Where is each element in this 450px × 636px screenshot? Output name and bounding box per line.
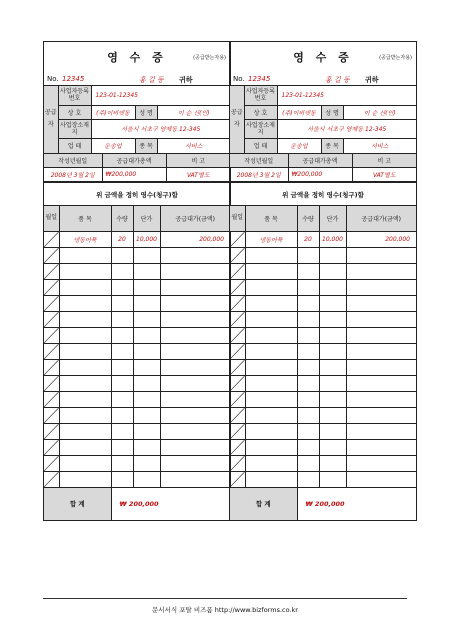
biz-item-value: 서비스 <box>157 138 230 153</box>
amount-header: 공급대가총액 <box>288 154 352 168</box>
date-cell-slashed <box>44 343 59 359</box>
empty-cell <box>297 439 319 455</box>
owner-name: 이 순 신(인) <box>157 105 230 119</box>
empty-item-row <box>230 423 416 439</box>
empty-cell <box>59 311 111 327</box>
empty-item-row <box>44 279 230 295</box>
empty-item-row <box>230 407 416 423</box>
date-cell-slashed <box>230 439 245 455</box>
empty-item-row <box>230 311 416 327</box>
empty-item-row <box>230 455 416 471</box>
date-cell-slashed <box>44 295 59 311</box>
empty-cell <box>59 295 111 311</box>
receipt-subtitle: (공급받는자용) <box>193 55 226 61</box>
date-cell-slashed <box>230 359 245 375</box>
date-cell-slashed <box>230 311 245 327</box>
empty-cell <box>59 327 111 343</box>
empty-cell <box>59 471 111 487</box>
date-cell-slashed <box>230 327 245 343</box>
empty-item-row <box>230 247 416 263</box>
empty-cell <box>111 279 133 295</box>
empty-item-row <box>230 279 416 295</box>
item-qty: 20 <box>297 231 319 247</box>
empty-cell <box>133 343 160 359</box>
empty-item-row <box>44 343 230 359</box>
empty-cell <box>245 279 297 295</box>
col-price: 단가 <box>133 206 160 231</box>
empty-cell <box>319 375 346 391</box>
recipient-row <box>230 72 416 86</box>
date-cell-slashed <box>230 391 245 407</box>
empty-cell <box>319 247 346 263</box>
total-amount: ₩200,000 <box>102 168 166 182</box>
col-qty: 수량 <box>297 206 319 231</box>
col-item: 품 목 <box>59 206 111 231</box>
empty-item-row <box>44 247 230 263</box>
empty-cell <box>59 375 111 391</box>
empty-cell <box>111 439 133 455</box>
empty-cell <box>160 375 230 391</box>
issue-date: 2008년 3월 2일 <box>44 168 102 182</box>
empty-cell <box>59 439 111 455</box>
supplier-table <box>44 86 230 154</box>
date-cell-slashed <box>230 407 245 423</box>
receipt-right <box>229 41 417 521</box>
empty-item-row <box>230 343 416 359</box>
empty-cell <box>319 407 346 423</box>
date-cell-slashed <box>230 231 245 247</box>
note-value: VAT별도 <box>352 168 416 182</box>
empty-item-row <box>230 295 416 311</box>
empty-cell <box>346 359 416 375</box>
empty-item-row <box>44 423 230 439</box>
empty-cell <box>160 311 230 327</box>
biz-type-label: 업 태 <box>58 138 91 153</box>
empty-cell <box>160 455 230 471</box>
empty-cell <box>297 359 319 375</box>
empty-cell <box>346 263 416 279</box>
date-cell-slashed <box>44 263 59 279</box>
item-total: 200,000 <box>160 231 230 247</box>
empty-cell <box>111 311 133 327</box>
empty-cell <box>111 327 133 343</box>
empty-cell <box>59 407 111 423</box>
recipient-name: 홍 길 동 <box>325 76 350 84</box>
item-name: 냉동어묵 <box>245 231 297 247</box>
empty-cell <box>111 375 133 391</box>
empty-cell <box>319 455 346 471</box>
empty-cell <box>160 327 230 343</box>
receipt-message: 위 금액을 정히 영수(청구)함 <box>44 182 230 206</box>
col-date: 월일 <box>230 206 245 231</box>
reg-label: 사업자등록번호 <box>58 86 91 105</box>
empty-cell <box>133 311 160 327</box>
empty-item-row <box>230 263 416 279</box>
empty-cell <box>297 279 319 295</box>
honorific: 귀하 <box>365 76 379 84</box>
empty-cell <box>319 359 346 375</box>
col-item: 품 목 <box>245 206 297 231</box>
empty-cell <box>319 327 346 343</box>
empty-cell <box>59 247 111 263</box>
empty-cell <box>297 423 319 439</box>
date-cell-slashed <box>230 295 245 311</box>
issue-date: 2008년 3월 2일 <box>230 168 288 182</box>
col-qty: 수량 <box>111 206 133 231</box>
empty-cell <box>111 391 133 407</box>
company-name: (주)이비넷동 <box>91 105 135 119</box>
empty-cell <box>133 391 160 407</box>
empty-cell <box>346 343 416 359</box>
empty-cell <box>297 247 319 263</box>
biz-type-label: 업 태 <box>244 138 277 153</box>
date-cell-slashed <box>44 439 59 455</box>
empty-cell <box>346 471 416 487</box>
total-label: 합 계 <box>230 488 297 520</box>
empty-cell <box>346 311 416 327</box>
recipient-name: 홍 길 동 <box>139 76 164 84</box>
empty-cell <box>111 471 133 487</box>
empty-cell <box>59 359 111 375</box>
item-name: 냉동어묵 <box>59 231 111 247</box>
col-total: 공급대가(금액) <box>160 206 230 231</box>
empty-item-row <box>230 391 416 407</box>
date-header: 작성년월일 <box>44 154 102 168</box>
empty-cell <box>245 295 297 311</box>
empty-cell <box>245 311 297 327</box>
reg-number: 123-01-12345 <box>91 86 230 105</box>
empty-cell <box>297 407 319 423</box>
items-table-left <box>44 206 230 488</box>
date-cell-slashed <box>44 311 59 327</box>
empty-cell <box>346 295 416 311</box>
company-name: (주)이비넷동 <box>277 105 321 119</box>
empty-cell <box>297 471 319 487</box>
date-table <box>44 154 230 183</box>
item-row <box>230 231 416 247</box>
empty-cell <box>245 439 297 455</box>
empty-cell <box>133 375 160 391</box>
empty-cell <box>319 439 346 455</box>
receipt-left <box>43 41 231 521</box>
empty-cell <box>346 439 416 455</box>
empty-cell <box>346 407 416 423</box>
total-table <box>44 488 230 520</box>
empty-cell <box>59 423 111 439</box>
empty-cell <box>319 391 346 407</box>
date-cell-slashed <box>230 471 245 487</box>
empty-cell <box>133 295 160 311</box>
empty-cell <box>245 423 297 439</box>
empty-cell <box>319 263 346 279</box>
empty-cell <box>111 343 133 359</box>
col-total: 공급대가(금액) <box>346 206 416 231</box>
empty-cell <box>297 343 319 359</box>
empty-cell <box>111 263 133 279</box>
receipt-title: 영 수 증 <box>293 51 353 64</box>
date-cell-slashed <box>44 327 59 343</box>
empty-item-row <box>230 327 416 343</box>
empty-cell <box>160 423 230 439</box>
empty-item-row <box>44 295 230 311</box>
empty-cell <box>133 327 160 343</box>
empty-cell <box>160 407 230 423</box>
empty-cell <box>346 279 416 295</box>
empty-cell <box>346 455 416 471</box>
date-cell-slashed <box>44 391 59 407</box>
total-value: ₩ 200,000 <box>297 488 416 520</box>
date-cell-slashed <box>230 247 245 263</box>
empty-cell <box>133 455 160 471</box>
empty-item-row <box>44 263 230 279</box>
note-header: 비 고 <box>166 154 230 168</box>
empty-cell <box>245 327 297 343</box>
items-table-right <box>230 206 416 488</box>
supplier-side-label: 공급자 <box>44 86 58 153</box>
empty-cell <box>297 295 319 311</box>
empty-cell <box>297 391 319 407</box>
empty-cell <box>160 471 230 487</box>
empty-cell <box>245 375 297 391</box>
empty-item-row <box>44 375 230 391</box>
empty-cell <box>111 295 133 311</box>
company-label: 상 호 <box>244 105 277 119</box>
empty-cell <box>111 455 133 471</box>
total-label: 합 계 <box>44 488 111 520</box>
empty-item-row <box>44 439 230 455</box>
empty-cell <box>346 423 416 439</box>
empty-cell <box>319 295 346 311</box>
empty-cell <box>245 359 297 375</box>
biz-item-value: 서비스 <box>343 138 416 153</box>
date-cell-slashed <box>44 407 59 423</box>
total-table <box>230 488 416 520</box>
date-cell-slashed <box>44 279 59 295</box>
empty-cell <box>59 263 111 279</box>
reg-label: 사업자등록번호 <box>244 86 277 105</box>
total-value: ₩ 200,000 <box>111 488 230 520</box>
footer-divider <box>43 598 407 599</box>
empty-cell <box>160 391 230 407</box>
empty-cell <box>319 311 346 327</box>
item-row <box>44 231 230 247</box>
address-label: 사업장소재지 <box>244 119 277 138</box>
empty-cell <box>245 471 297 487</box>
empty-cell <box>160 247 230 263</box>
empty-cell <box>59 455 111 471</box>
address-value: 서울시 서초구 양재동 12-345 <box>277 119 416 138</box>
name-label: 성 명 <box>321 105 343 119</box>
empty-cell <box>111 359 133 375</box>
item-qty: 20 <box>111 231 133 247</box>
empty-cell <box>346 247 416 263</box>
supplier-table <box>230 86 416 154</box>
empty-cell <box>319 279 346 295</box>
empty-cell <box>319 343 346 359</box>
empty-item-row <box>44 407 230 423</box>
item-price: 10,000 <box>133 231 160 247</box>
date-header: 작성년월일 <box>230 154 288 168</box>
empty-cell <box>133 247 160 263</box>
empty-cell <box>133 263 160 279</box>
empty-cell <box>133 407 160 423</box>
receipt-title-row <box>230 42 416 72</box>
item-total: 200,000 <box>346 231 416 247</box>
date-cell-slashed <box>44 231 59 247</box>
date-cell-slashed <box>230 423 245 439</box>
empty-cell <box>160 279 230 295</box>
empty-item-row <box>230 359 416 375</box>
empty-cell <box>160 263 230 279</box>
empty-cell <box>133 423 160 439</box>
empty-cell <box>297 375 319 391</box>
no-label: No. <box>47 75 59 83</box>
receipt-title-row <box>44 42 230 72</box>
address-value: 서울시 서초구 양재동 12-345 <box>91 119 230 138</box>
empty-cell <box>59 279 111 295</box>
col-date: 월일 <box>44 206 59 231</box>
no-label: No. <box>233 75 245 83</box>
receipt-subtitle: (공급받는자용) <box>379 55 412 61</box>
empty-cell <box>133 279 160 295</box>
empty-cell <box>245 343 297 359</box>
empty-cell <box>111 247 133 263</box>
address-label: 사업장소재지 <box>58 119 91 138</box>
empty-cell <box>245 455 297 471</box>
biz-type-value: 운송업 <box>277 138 321 153</box>
empty-cell <box>245 263 297 279</box>
amount-header: 공급대가총액 <box>102 154 166 168</box>
date-cell-slashed <box>230 455 245 471</box>
biz-item-label: 종 목 <box>321 138 343 153</box>
owner-name: 이 순 신(인) <box>343 105 416 119</box>
empty-cell <box>133 359 160 375</box>
empty-cell <box>245 391 297 407</box>
date-cell-slashed <box>44 471 59 487</box>
empty-item-row <box>44 311 230 327</box>
recipient-row <box>44 72 230 86</box>
empty-cell <box>160 359 230 375</box>
empty-cell <box>59 391 111 407</box>
company-label: 상 호 <box>58 105 91 119</box>
empty-cell <box>133 471 160 487</box>
footer-text: 문서서식 포탈 비즈폼 http://www.bizforms.co.kr <box>152 606 298 614</box>
date-cell-slashed <box>44 375 59 391</box>
empty-cell <box>346 375 416 391</box>
receipt-number: 12345 <box>62 75 85 83</box>
empty-cell <box>346 391 416 407</box>
col-price: 단가 <box>319 206 346 231</box>
empty-cell <box>59 343 111 359</box>
empty-cell <box>319 423 346 439</box>
note-header: 비 고 <box>352 154 416 168</box>
empty-item-row <box>44 391 230 407</box>
empty-item-row <box>44 455 230 471</box>
empty-item-row <box>44 471 230 487</box>
empty-cell <box>160 295 230 311</box>
reg-number: 123-01-12345 <box>277 86 416 105</box>
empty-cell <box>245 247 297 263</box>
honorific: 귀하 <box>179 76 193 84</box>
receipt-title: 영 수 증 <box>107 51 167 64</box>
date-cell-slashed <box>44 359 59 375</box>
biz-type-value: 운송업 <box>91 138 135 153</box>
date-cell-slashed <box>230 343 245 359</box>
receipt-number: 12345 <box>248 75 271 83</box>
total-amount: ₩200,000 <box>288 168 352 182</box>
empty-item-row <box>44 327 230 343</box>
date-cell-slashed <box>230 263 245 279</box>
date-cell-slashed <box>44 247 59 263</box>
empty-item-row <box>230 375 416 391</box>
empty-cell <box>133 439 160 455</box>
date-cell-slashed <box>230 375 245 391</box>
empty-cell <box>111 407 133 423</box>
date-table <box>230 154 416 183</box>
empty-item-row <box>230 439 416 455</box>
supplier-side-label: 공급자 <box>230 86 244 153</box>
empty-item-row <box>230 471 416 487</box>
date-cell-slashed <box>44 455 59 471</box>
empty-cell <box>111 423 133 439</box>
biz-item-label: 종 목 <box>135 138 157 153</box>
empty-cell <box>160 439 230 455</box>
note-value: VAT별도 <box>166 168 230 182</box>
empty-cell <box>245 407 297 423</box>
empty-cell <box>297 311 319 327</box>
empty-cell <box>297 455 319 471</box>
empty-item-row <box>44 359 230 375</box>
empty-cell <box>346 327 416 343</box>
receipt-message: 위 금액을 정히 영수(청구)함 <box>230 182 416 206</box>
empty-cell <box>297 263 319 279</box>
empty-cell <box>319 471 346 487</box>
date-cell-slashed <box>44 423 59 439</box>
empty-cell <box>160 343 230 359</box>
item-price: 10,000 <box>319 231 346 247</box>
empty-cell <box>297 327 319 343</box>
name-label: 성 명 <box>135 105 157 119</box>
date-cell-slashed <box>230 279 245 295</box>
